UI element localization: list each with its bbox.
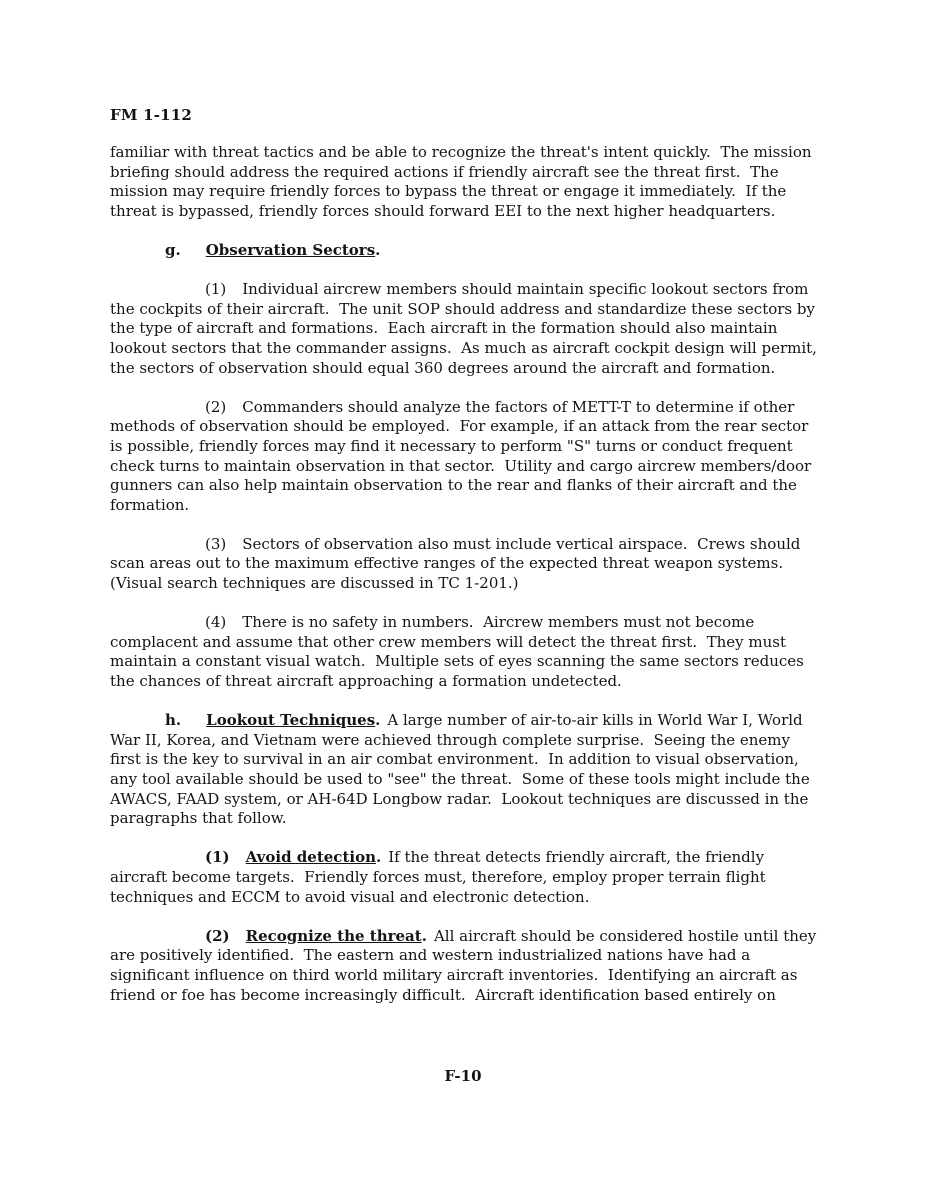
item-number: (2) <box>205 397 227 416</box>
item-text: All aircraft should be considered hostile until they are positively identified. The eastern and western industrialized nations have had a significant influence on third world military aircraft inventories. Identifying an aircraft as friend or foe has become increasingly difficult. Aircraft identification based entirely on <box>110 926 822 1004</box>
section-h-title: Lookout Techniques <box>206 711 376 730</box>
section-g-item-3 <box>110 535 818 594</box>
section-g-heading <box>110 241 818 261</box>
item-text: Sectors of observation also must include vertical airspace. Crews should scan areas out to the maximum effective ranges of the expected threat weapon systems. (Visual search techniques are discussed in TC 1-201.) <box>110 534 806 593</box>
section-h-title-period: . <box>375 711 381 730</box>
section-g-item-2 <box>110 398 818 516</box>
item-text: Commanders should analyze the factors of METT-T to determine if other methods of observation should be employed. For example, if an attack from the rear sector is possible, friendly forces may find it necessary to perform "S" turns or conduct frequent check turns to maintain observation in that sector. Utility and cargo aircrew members/door gunners can also help maintain observation to the rear and flanks of their aircraft and the formation. <box>110 397 816 514</box>
section-h-item-1 <box>110 848 818 907</box>
item-title: Avoid detection <box>245 848 376 867</box>
item-number: (2) <box>205 926 230 945</box>
item-number: (1) <box>205 280 227 299</box>
item-text: If the threat detects friendly aircraft, the friendly aircraft become targets. Friendly forces must, therefore, employ proper terrain flight techniques and ECCM to avoid visual and electronic detection. <box>110 848 771 906</box>
section-h-paragraph <box>110 711 818 829</box>
page-number-footer: F-10 <box>444 1067 482 1085</box>
item-title-period: . <box>421 926 427 945</box>
paragraph-intro-text: familiar with threat tactics and be able to recognize the threat's intent quickly. The mission briefing should address the required actions if friendly aircraft see the threat first. The mission may require friendly forces to bypass the threat or engage it immediately. If the threat is bypassed, friendly forces should forward EEI to the next higher headquarters. <box>110 143 817 220</box>
doc-number-header: FM 1-112 <box>110 106 193 124</box>
item-title: Recognize the threat <box>245 926 422 945</box>
section-g-item-4 <box>110 613 818 691</box>
item-title-period: . <box>375 848 382 867</box>
section-h-label: h. <box>165 711 182 730</box>
section-h-item-2 <box>110 926 822 1005</box>
section-h-lead-text: A large number of air-to-air kills in World War I, World War II, Korea, and Vietnam were achieved through complete surprise. Seeing the enemy first is the key to survival in an air combat environment. In addition to visual observation, any tool available should be used to "see" the threat. Some of these tools might include the AWACS, FAAD system, or AH-64D Longbow radar. Lookout techniques are discussed in the paragraphs that follow. <box>110 711 815 828</box>
section-g-item-1 <box>110 280 822 378</box>
item-text: Individual aircrew members should maintain specific lookout sectors from the cockpits of their aircraft. The unit SOP should address and standardize these sectors by the type of aircraft and formations. Each aircraft in the formation should also maintain lookout sectors that the commander assigns. As much as aircraft cockpit design will permit, the sectors of observation should equal 360 degrees around the aircraft and formation. <box>110 280 822 377</box>
section-g-title: Observation Sectors <box>205 240 376 259</box>
section-g-title-period: . <box>375 240 381 259</box>
section-g-label: g. <box>165 240 181 259</box>
item-number: (3) <box>205 534 227 553</box>
item-number: (4) <box>205 613 227 632</box>
paragraph-intro <box>110 143 818 221</box>
item-number: (1) <box>205 848 230 867</box>
item-text: There is no safety in numbers. Aircrew members must not become complacent and assume that other crew members will detect the threat first. They must maintain a constant visual watch. Multiple sets of eyes scanning the same sectors reduces the chances of threat aircraft approaching a formation undetected. <box>110 613 809 691</box>
page-content <box>110 143 822 1005</box>
